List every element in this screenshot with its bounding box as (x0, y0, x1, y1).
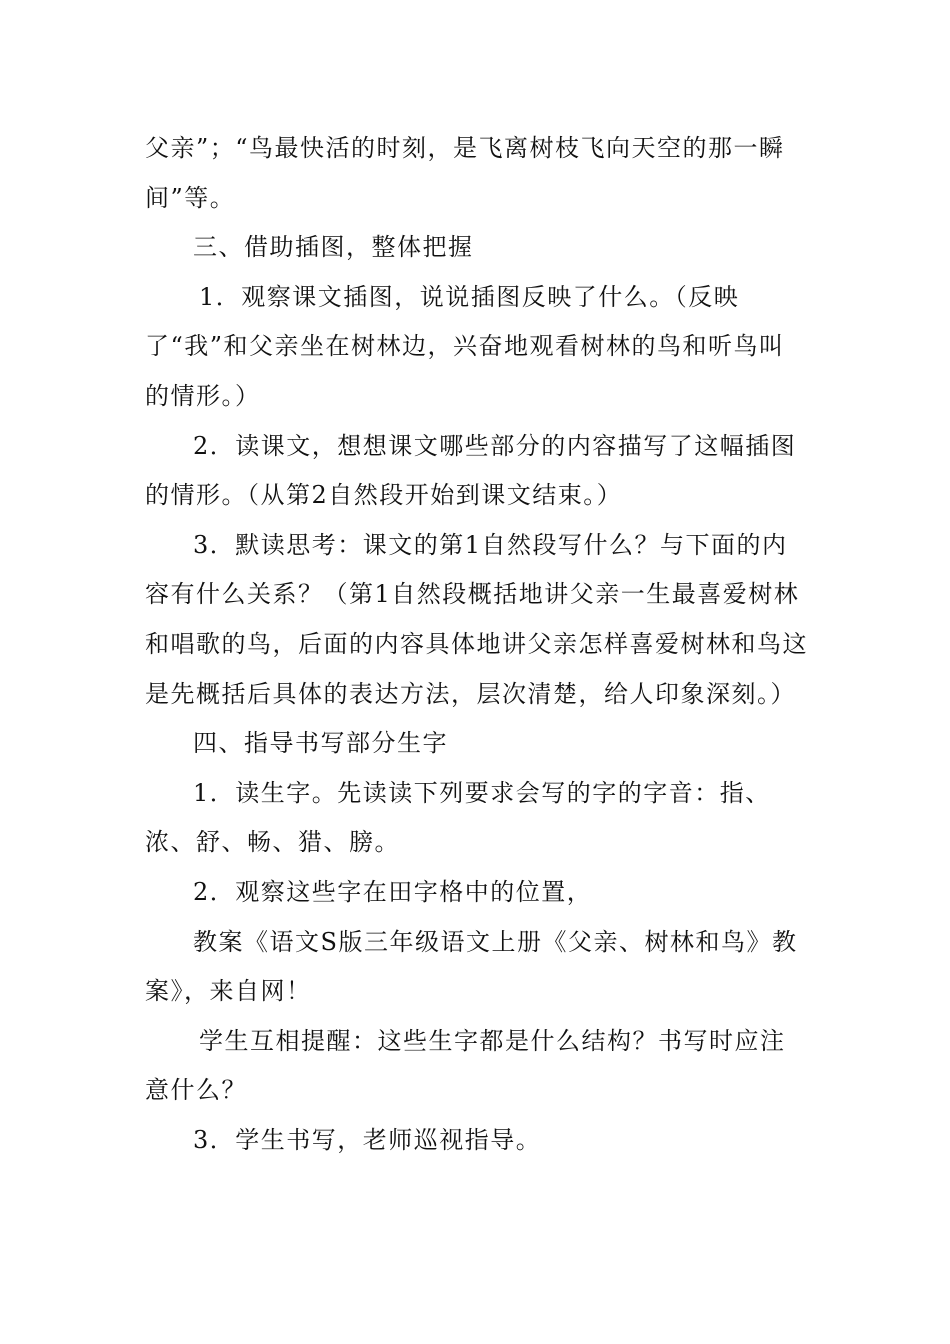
paragraph-item-2-read-text: 2．读课文，想想课文哪些部分的内容描写了这幅插图的情形。（从第2自然段开始到课文结束。） (145, 431, 797, 510)
paragraph-continuation: 父亲”；“鸟最快活的时刻，是飞离树枝飞向天空的那一瞬间”等。 (145, 134, 785, 212)
paragraph-item-3-writing: 3．学生书写，老师巡视指导。 (193, 1125, 542, 1154)
paragraph-item-2-observe-grid: 2．观察这些字在田字格中的位置， (193, 877, 593, 906)
document-body (145, 124, 810, 1165)
paragraph-item-3-silent-reading: 3．默读思考：课文的第1自然段写什么？与下面的内容有什么关系？（第1自然段概括地讲父亲一生最喜爱树林和唱歌的鸟，后面的内容具体地讲父亲怎样喜爱树林和鸟这是先概括后具体的表达方法，层次清楚，给人印象深刻。） (145, 530, 808, 708)
paragraph-item-1-illustration: 1．观察课文插图，说说插图反映了什么。（反映了“我”和父亲坐在树林边，兴奋地观看树林的鸟和听鸟叫的情形。） (145, 282, 785, 410)
paragraph-source-note: 教案《语文S版三年级语文上册《父亲、树林和鸟》教案》，来自网！ (145, 927, 798, 1006)
section-heading-four: 四、指导书写部分生字 (193, 729, 448, 758)
paragraph-item-1-read-characters: 1．读生字。先读读下列要求会写的字的字音：指、浓、舒、畅、猎、膀。 (145, 778, 771, 857)
paragraph-student-reminder: 学生互相提醒：这些生字都是什么结构？书写时应注意什么？ (145, 1026, 786, 1105)
section-heading-three: 三、借助插图，整体把握 (193, 233, 474, 262)
